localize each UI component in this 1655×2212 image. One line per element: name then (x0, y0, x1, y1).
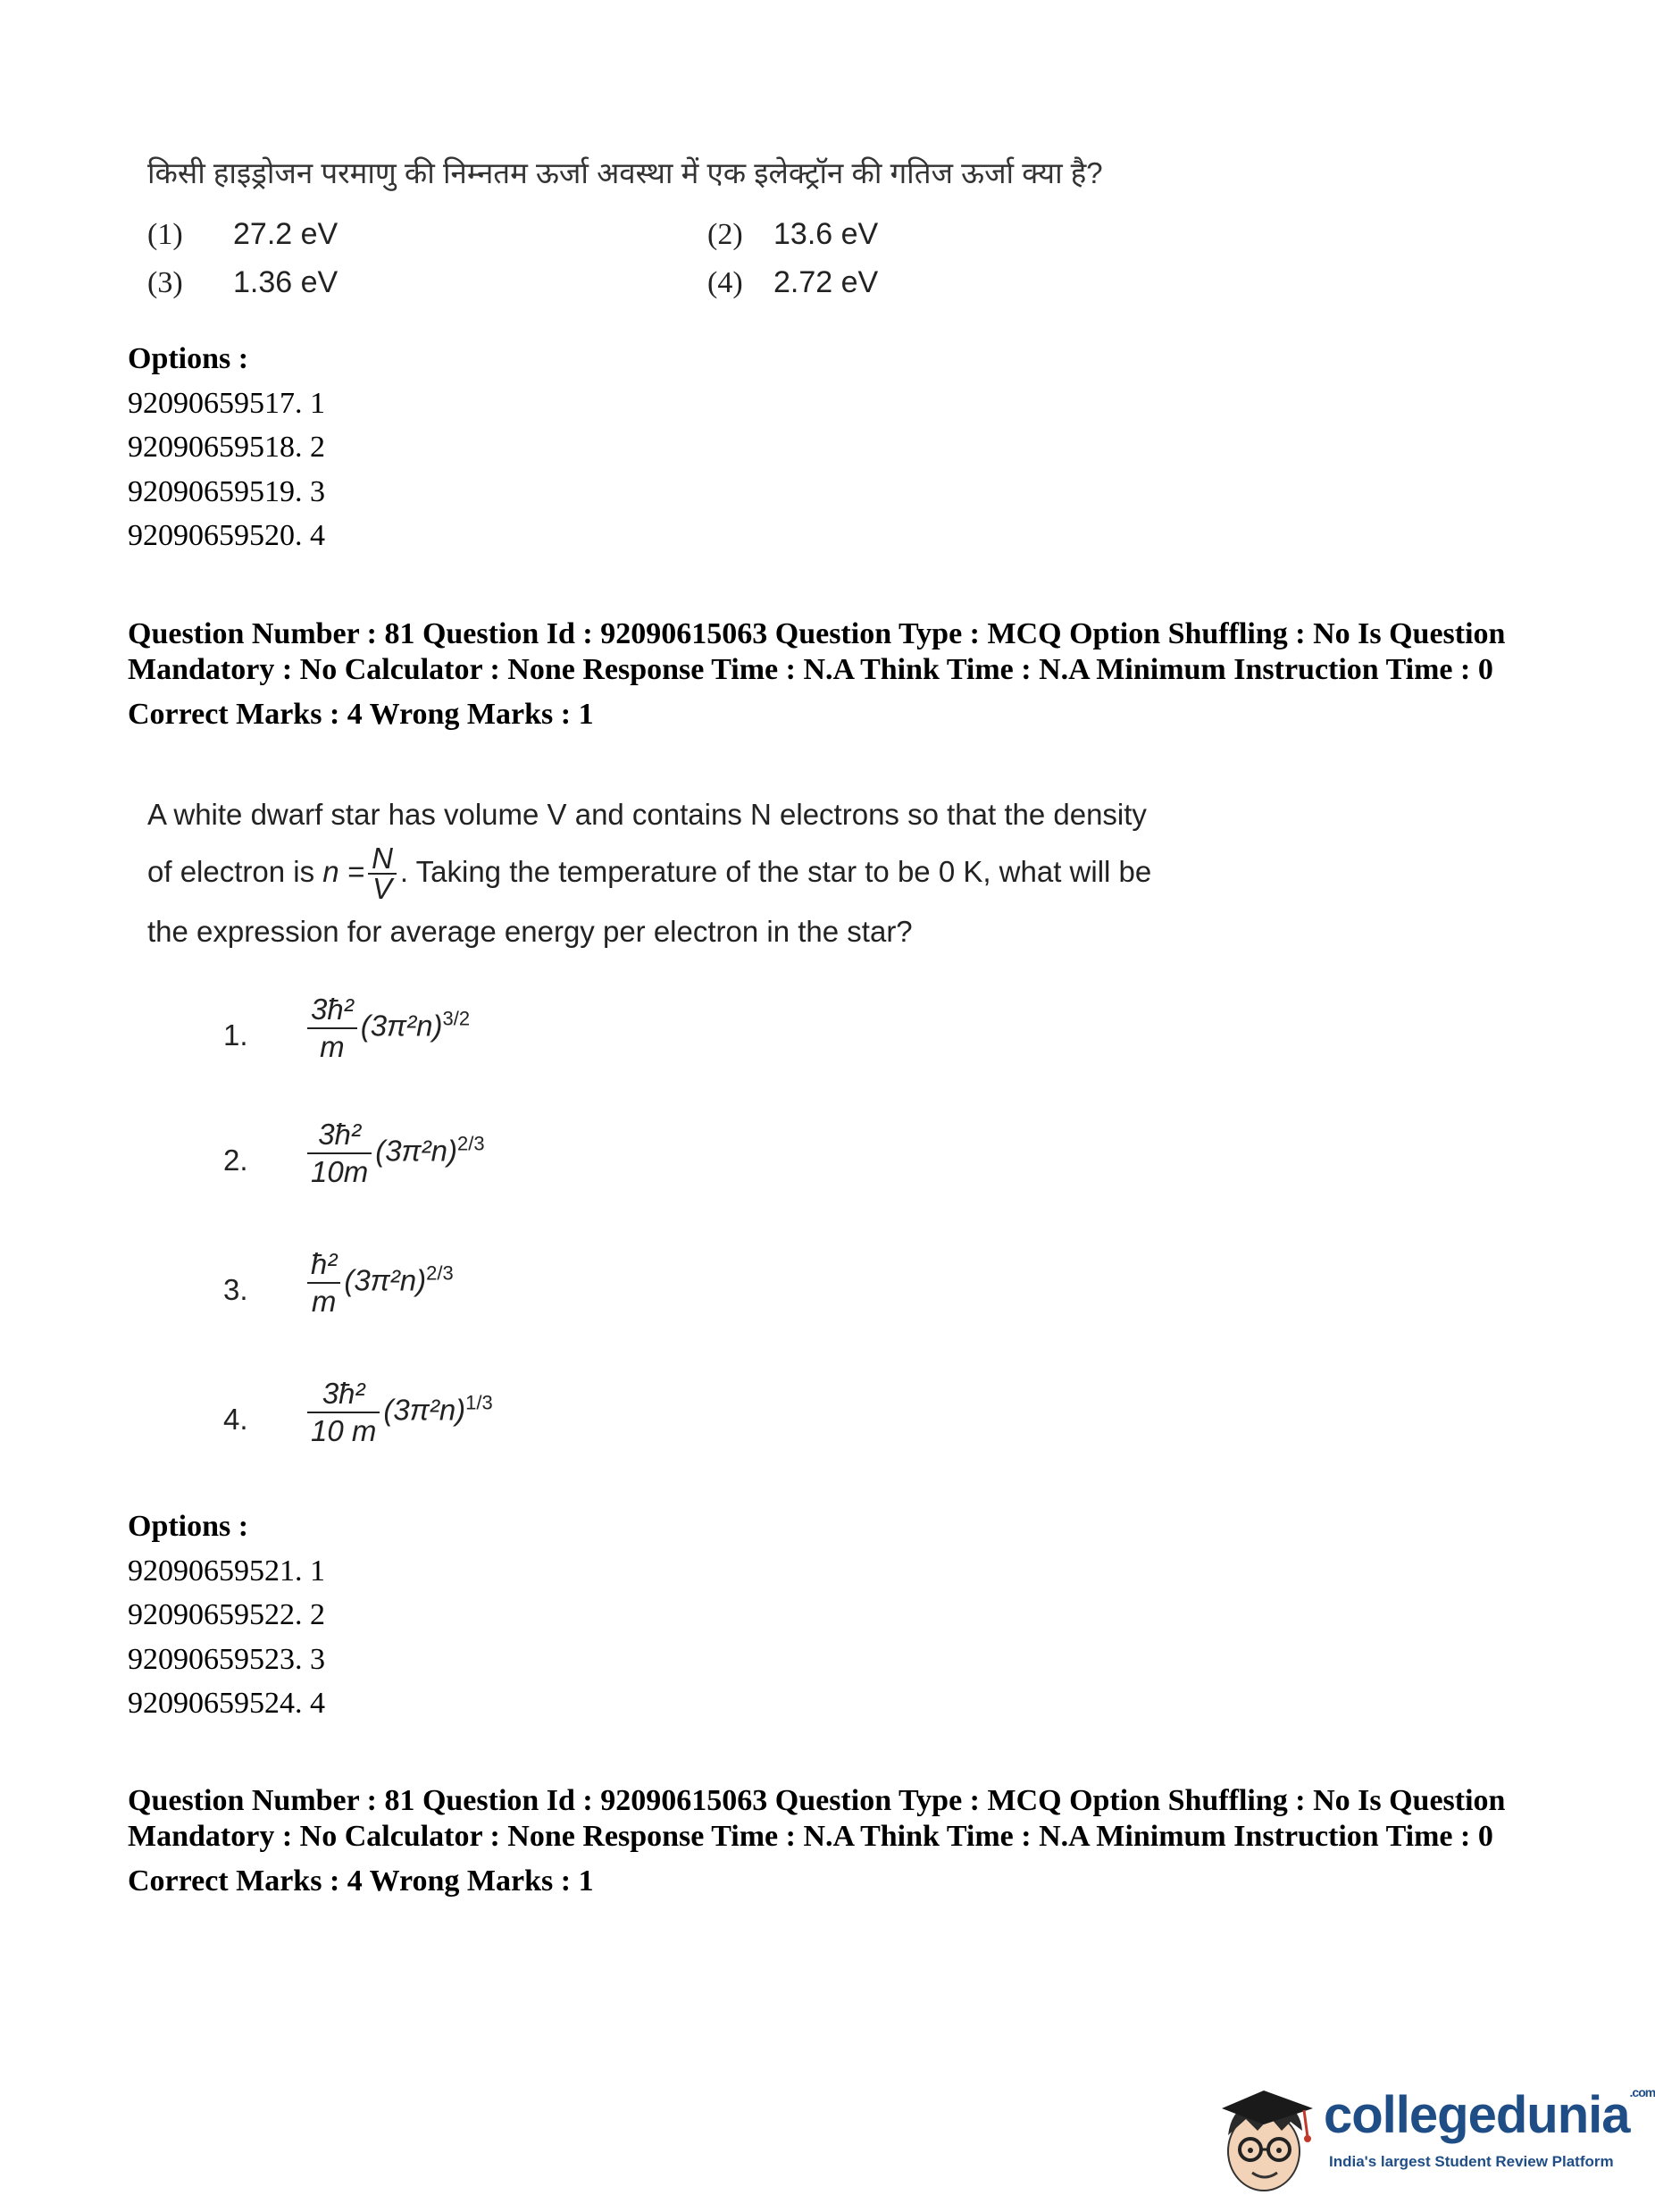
question-line-2: of electron is n = $\frac{N}{V}$ . Taking the temperature of the star to be 0 K, what will be (147, 842, 1152, 906)
hindi-choice-1: (1) 27.2 eV (147, 217, 339, 251)
question-meta-line: Question Number : 81 Question Id : 92090615063 Question Type : MCQ Option Shuffling : No Is Question Mandatory : No Calculator : None Response Time : N.A Think Time : N.A Minimum Instruction Time : 0 (128, 1784, 1506, 1853)
question-line-1: A white dwarf star has volume V and contains N electrons so that the density (147, 798, 1147, 831)
question-meta-line: Question Number : 81 Question Id : 92090615063 Question Type : MCQ Option Shuffling : No Is Question Mandatory : No Calculator : None Response Time : N.A Think Time : N.A Minimum Instruction Time : 0 (128, 617, 1506, 686)
question-meta-1 (128, 616, 1521, 733)
option-fraction: $\frac{\text{ħ²}}{m}$ (307, 1246, 340, 1320)
options-header: Options : (128, 1510, 249, 1543)
option-fraction: $\frac{\text{3ħ²}}{m}$ (307, 992, 357, 1065)
hindi-question-text: किसी हाइड्रोजन परमाणु की निम्नतम ऊर्जा अवस्था में एक इलेक्ट्रॉन की गतिज ऊर्जा क्या है? (147, 156, 1103, 189)
document-page: किसी हाइड्रोजन परमाणु की निम्नतम ऊर्जा अवस्था में एक इलेक्ट्रॉन की गतिज ऊर्जा क्या है? (1) 27.2 eV (2) 13.6 eV (3) 1.36 eV (4) 2.72 eV Options : 92090659517. 1 92090659518. 2 92090659519. 3 92090659520. 4 Question Number : 81 Question Id : 92090615063 Question Type : MCQ Option Shuffling : No Is Question Mandatory : No Calculator : None Response Time : N.A Think Time : N.A Minimum Instruction Time : 0 Correct Marks : 4 Wrong Marks : 1 A white dwarf star has volume V and contains N electrons so that the density of electron is n = $\frac{N}{V}$ . Taking the temperature of the star to be 0 K, what will be the expression for average energy per electron in the star? 1. $\frac{\text{3ħ²}}{m}$ $(3\pi^2n)^{3/2}$ 2. $\frac{\text{3ħ²}}{10m}$ $(3\pi^2n)^{2/3}$ 3. $\frac{\text{ħ²}}{m}$ $(3\pi^2n)^{2/3}$ 4. $\frac{\text{3ħ²}}{10 m}$ $(3\pi^2n)^{1/3}$ Options : 92090659521. 1 92090659522. 2 92090659523. 3 92090659524. 4 Question Number : 81 Question Id : 92090615063 Question Type : MCQ Option Shuffling : No Is Question Mandatory : No Calculator : None Response Time : N.A Think Time : N.A Minimum Instruction Time : 0 Correct Marks : 4 Wrong Marks : 1 collegedunia$^{.com}$ India's largest Student Review Platform (0, 0, 1640, 2212)
english-question (147, 786, 1151, 960)
density-fraction: $\frac{N}{V}$ (368, 844, 397, 903)
logo-wordmark: collegedunia$^{.com}$ (1324, 2085, 1655, 2144)
question-meta-2 (128, 1783, 1521, 1899)
hindi-choice-2: (2) 13.6 eV (707, 217, 879, 251)
logo-tagline: India's largest Student Review Platform (1329, 2153, 1614, 2170)
options-block-2 (128, 1504, 325, 1726)
option-item: 92090659524. 4 (128, 1687, 325, 1720)
mascot-icon (1215, 2082, 1322, 2198)
question-line-3: the expression for average energy per electron in the star? (147, 915, 913, 949)
option-item: 92090659519. 3 (128, 474, 325, 508)
hindi-choice-3: (3) 1.36 eV (147, 265, 339, 299)
option-item: 92090659520. 4 (128, 519, 325, 552)
question-marks: Correct Marks : 4 Wrong Marks : 1 (128, 698, 594, 731)
option-item: 92090659518. 2 (128, 431, 325, 464)
question-marks: Correct Marks : 4 Wrong Marks : 1 (128, 1864, 594, 1898)
hindi-choice-4: (4) 2.72 eV (707, 265, 879, 299)
option-item: 92090659517. 1 (128, 386, 325, 420)
collegedunia-logo (1215, 2082, 1655, 2198)
option-item: 92090659522. 2 (128, 1598, 325, 1631)
option-item: 92090659523. 3 (128, 1642, 325, 1676)
option-item: 92090659521. 1 (128, 1554, 325, 1588)
option-fraction: $\frac{\text{3ħ²}}{10 m}$ (307, 1376, 380, 1449)
options-block-1 (128, 337, 325, 558)
option-fraction: $\frac{\text{3ħ²}}{10m}$ (307, 1117, 372, 1190)
options-header: Options : (128, 342, 249, 375)
